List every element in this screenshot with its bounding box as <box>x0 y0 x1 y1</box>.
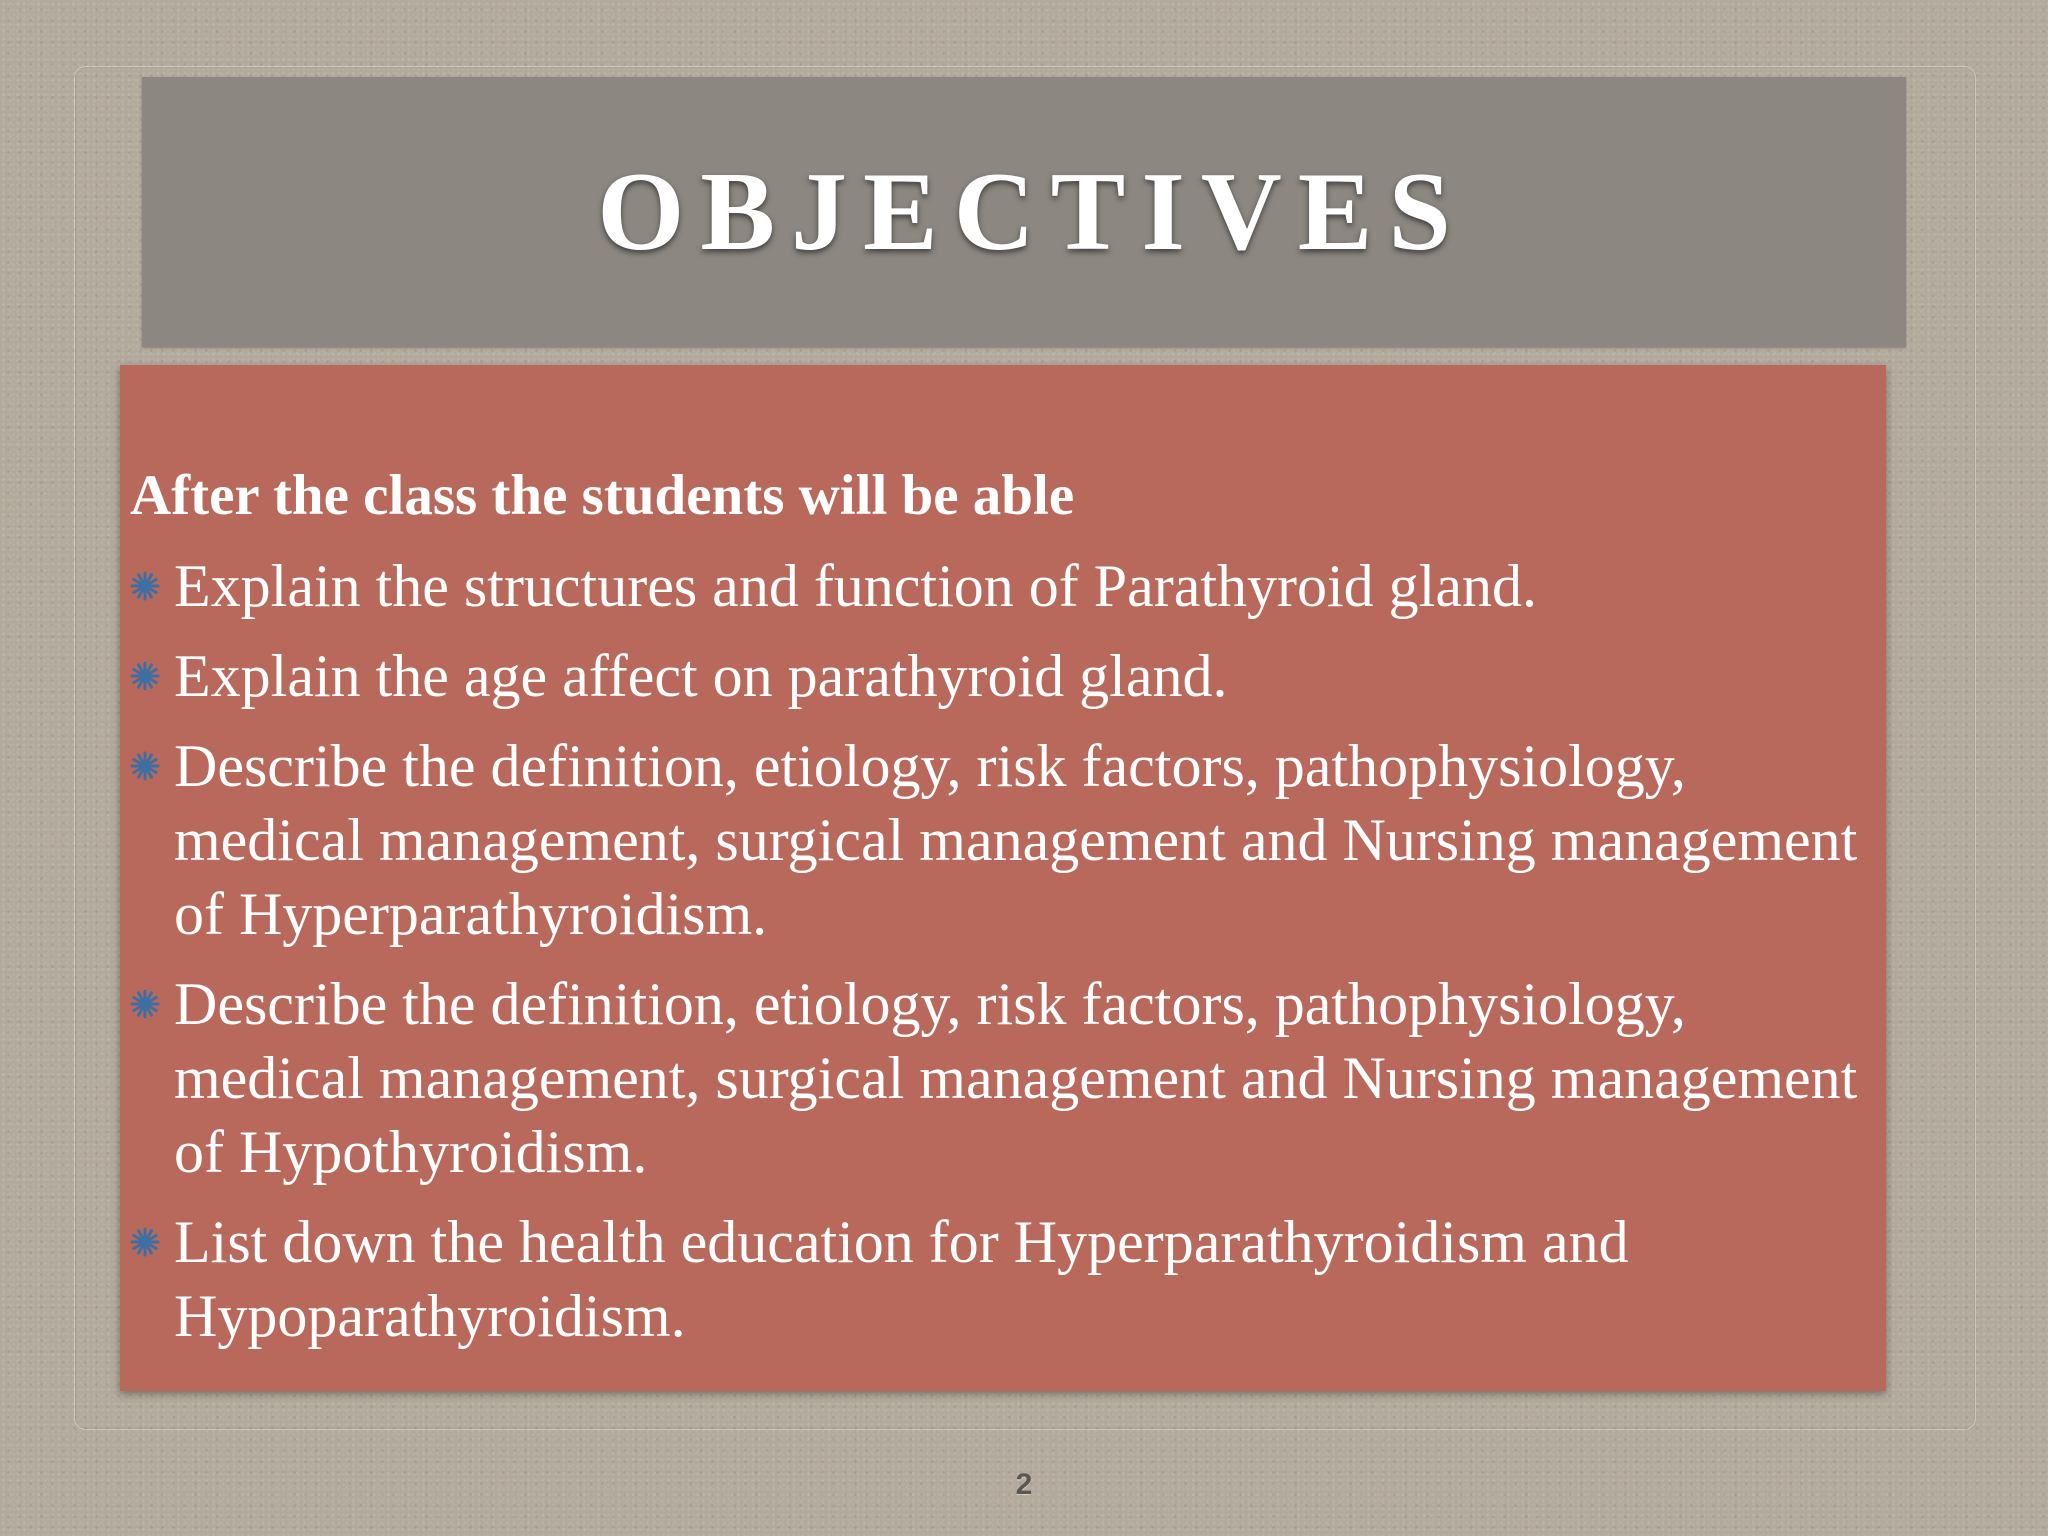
objective-text: Explain the age affect on parathyroid gland. <box>174 643 1228 709</box>
asterisk-bullet-icon <box>130 1205 174 1279</box>
objective-text: Describe the definition, etiology, risk factors, pathophysiology, medical management, surgical management and Nursing management of Hyperparathyroidism. <box>174 733 1858 947</box>
objectives-list <box>130 549 1878 1353</box>
slide-title: OBJECTIVES <box>597 149 1467 274</box>
objectives-content-box <box>120 365 1886 1391</box>
objective-item <box>130 967 1878 1189</box>
asterisk-bullet-icon <box>130 729 174 803</box>
asterisk-bullet-icon <box>130 639 174 713</box>
page-number: 2 <box>1015 1468 1033 1501</box>
objective-item <box>130 549 1878 623</box>
objective-item <box>130 1205 1878 1353</box>
asterisk-bullet-icon <box>130 549 174 623</box>
title-bar <box>142 77 1906 347</box>
asterisk-bullet-icon <box>130 967 174 1041</box>
intro-text: After the class the students will be able <box>130 464 1075 527</box>
objective-text: Describe the definition, etiology, risk factors, pathophysiology, medical management, surgical management and Nursing management of Hypothyroidism. <box>174 971 1858 1185</box>
objective-item <box>130 639 1878 713</box>
objective-text: Explain the structures and function of Parathyroid gland. <box>174 553 1537 619</box>
objective-item <box>130 729 1878 951</box>
objective-text: List down the health education for Hyperparathyroidism and Hypoparathyroidism. <box>174 1209 1629 1349</box>
